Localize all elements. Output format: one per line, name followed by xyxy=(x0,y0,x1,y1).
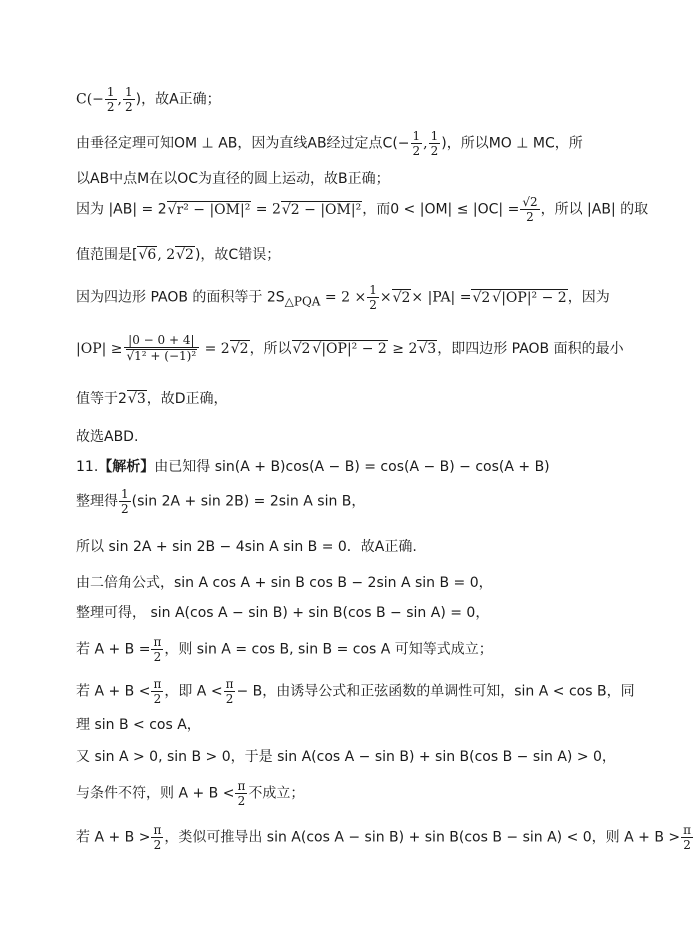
text-line: 若 A + B > $\frac{\pi}{2}$ ，类似可推导出 sin A(cos A − sin B) + sin B(cos B − sin A) < 0，则 A + B > $\frac{\pi}{2}$ xyxy=(76,823,691,852)
text-line: 整理得 $\frac{1}{2}$ (sin 2A + sin 2B) = 2sin A sin B， xyxy=(76,487,366,516)
fraction: $\frac{\pi}{2}$ xyxy=(225,677,234,706)
text-line: 因为 |AB| = 2√r² − |OM|² = 2√2 − |OM|²，而0 < |OM| ≤ |OC| = $\frac{√2}{2}$ ，所以 |AB| 的取 xyxy=(76,195,649,224)
radical: √|OP|² − 2 xyxy=(492,289,567,306)
text-line: 理 sin B < cos A， xyxy=(76,717,201,733)
radical: √2 xyxy=(472,289,491,306)
text-line: 以AB中点M在以OC为直径的圆上运动，故B正确； xyxy=(76,171,390,187)
fraction: $\frac{1}{2}$ xyxy=(430,129,439,158)
text-line: 与条件不符，则 A + B < $\frac{\pi}{2}$ 不成立； xyxy=(76,779,305,808)
radical: √r² − |OM|² xyxy=(167,201,251,218)
fraction: $\frac{1}{2}$ xyxy=(412,129,421,158)
text-line: 所以 sin 2A + sin 2B − 4sin A sin B = 0．故A正确. xyxy=(76,539,417,555)
radical: √2 xyxy=(176,247,194,263)
radical: √3 xyxy=(127,391,146,407)
fraction: $\frac{\pi}{2}$ xyxy=(153,677,162,706)
radical: √2 − |OM|² xyxy=(281,201,362,218)
fraction: $\frac{1}{2}$ xyxy=(106,85,115,114)
radical: √2 xyxy=(230,340,249,357)
text-line: 故选ABD. xyxy=(76,429,139,445)
fraction: $\frac{\pi}{2}$ xyxy=(153,823,162,852)
text-line: 值范围是[√6, 2√2)，故C错误； xyxy=(76,247,281,263)
fraction: $\frac{|0 - 0 + 4|}{\text{√1² + (−1)²}}$ xyxy=(124,334,200,364)
text-line: 若 A + B < $\frac{\pi}{2}$ ，即 A < $\frac{\pi}{2}$ − B，由诱导公式和正弦函数的单调性可知，sin A < cos B，同 xyxy=(76,677,635,706)
text-line: 又 sin A > 0, sin B > 0，于是 sin A(cos A − sin B) + sin B(cos B − sin A) > 0， xyxy=(76,749,616,765)
fraction: $\frac{√2}{2}$ xyxy=(522,195,538,224)
text-line: |OP| ≥ $\frac{|0 - 0 + 4|}{\text{√1² + (−1)²}}$ = 2√2，所以√2 √|OP|² − 2 ≥ 2√3，即四边形 PAOB 面积的最小 xyxy=(76,333,624,363)
fraction: $\frac{1}{2}$ xyxy=(125,85,133,114)
text-line: C(− $\frac{1}{2}$ , $\frac{1}{2}$ )，故A正确； xyxy=(76,85,221,114)
radical: √3 xyxy=(418,340,437,357)
fraction: $\frac{\pi}{2}$ xyxy=(153,635,162,664)
radical: √2 xyxy=(292,340,311,357)
radical: √|OP|² − 2 xyxy=(312,340,387,357)
text-line: 11.【解析】由已知得 sin(A + B)cos(A − B) = cos(A − B) − cos(A + B) xyxy=(76,459,550,475)
text-line: 由二倍角公式，sin A cos A + sin B cos B − 2sin A sin B = 0， xyxy=(76,575,493,591)
radical: √6 xyxy=(138,247,157,263)
fraction: $\frac{\pi}{2}$ xyxy=(683,823,691,852)
text-line: 整理可得， sin A(cos A − sin B) + sin B(cos B − sin A) = 0， xyxy=(76,605,490,621)
fraction: $\frac{1}{2}$ xyxy=(121,487,129,516)
radical: √2 xyxy=(392,289,411,306)
fraction: $\frac{1}{2}$ xyxy=(369,283,377,312)
fraction: $\frac{\pi}{2}$ xyxy=(237,779,246,808)
section-heading: 【解析】 xyxy=(98,459,155,475)
text-line: 因为四边形 PAOB 的面积等于 $2S_{\triangle PQA} = 2$ × $\frac{1}{2}$ ×√2× |PA| =√2 √|OP|² − 2，因为 xyxy=(76,283,610,312)
text-line: 值等于2√3，故D正确， xyxy=(76,391,228,407)
text-line: 由垂径定理可知OM ⊥ AB，因为直线AB经过定点C(− $\frac{1}{2}$ , $\frac{1}{2}$ )，所以MO ⊥ MC，所 xyxy=(76,129,583,158)
text-line: 若 A + B = $\frac{\pi}{2}$ ，则 sin A = cos B, sin B = cos A 可知等式成立； xyxy=(76,635,493,664)
math-text: C(− xyxy=(76,91,104,108)
